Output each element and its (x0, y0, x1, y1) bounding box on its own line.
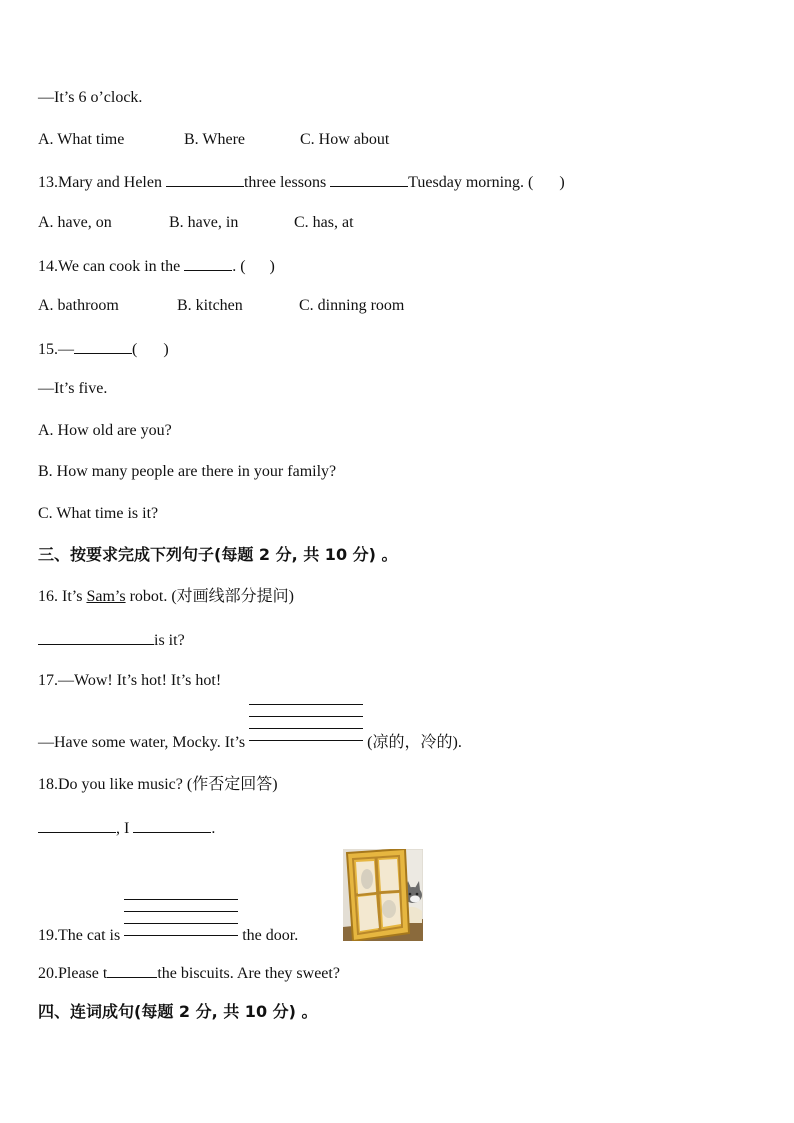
q17-four-line-blank[interactable] (249, 733, 363, 753)
q19-part1: 19.The cat is (38, 927, 125, 944)
q14-blank[interactable] (184, 255, 232, 271)
q18-blank-1[interactable] (38, 817, 116, 833)
q16-part2: robot. (对画线部分提问) (125, 588, 295, 605)
q16-part1: 16. It’s (38, 588, 87, 605)
q16-answer-tail: is it? (154, 632, 185, 649)
q19-question (38, 926, 298, 946)
q15-answer: —It’s five. (38, 380, 108, 397)
q12-options (38, 130, 389, 150)
q16-question (38, 587, 294, 607)
q15-question (38, 338, 169, 360)
q12-option-c: C. How about (300, 131, 390, 148)
q14-question (38, 255, 275, 277)
q14-part2: . ( (232, 258, 246, 275)
q15-paren-open: ( (132, 341, 138, 358)
q19-four-line-blank[interactable] (124, 926, 238, 946)
q13-option-c: C. has, at (294, 214, 354, 231)
q20-blank[interactable] (107, 962, 157, 978)
q20-part2: the biscuits. Are they sweet? (157, 965, 340, 982)
q18-comma-i: , I (116, 820, 134, 837)
q15-option-b: B. How many people are there in your family? (38, 463, 337, 480)
q16-blank[interactable] (38, 629, 154, 645)
q13-part2: three lessons (243, 174, 331, 191)
q13-option-b: B. have, in (169, 214, 239, 231)
q13-question (38, 171, 565, 193)
q16-underlined-word: Sam’s (86, 588, 126, 605)
q18-end: . (211, 820, 216, 837)
q13-options (38, 213, 354, 233)
q17-part1: —Have some water, Mocky. It’s (38, 734, 250, 751)
q16-answer-line (38, 629, 185, 651)
q15-option-c: C. What time is it? (38, 505, 159, 522)
q18-blank-2[interactable] (133, 817, 211, 833)
q12-answer: —It’s 6 o’clock. (38, 89, 143, 106)
q14-option-a: A. bathroom (38, 297, 119, 314)
section-3-title: 三、按要求完成下列句子(每题 2 分, 共 10 分) 。 (38, 545, 398, 564)
q17-line1: 17.—Wow! It’s hot! It’s hot! (38, 672, 222, 689)
q13-paren-close: ) (559, 174, 565, 191)
section-4-title: 四、连词成句(每题 2 分, 共 10 分) 。 (38, 1002, 318, 1021)
q18-question: 18.Do you like music? (作否定回答) (38, 776, 278, 793)
q12-option-a: A. What time (38, 131, 125, 148)
q15-blank[interactable] (74, 338, 132, 354)
q13-blank-1[interactable] (166, 171, 244, 187)
cat-behind-door-picture (343, 849, 423, 941)
q20-part1: 20.Please t (38, 965, 108, 982)
q15-prefix: 15.— (38, 341, 74, 358)
q19-part2: the door. (238, 927, 299, 944)
q12-option-b: B. Where (184, 131, 246, 148)
q13-part1: 13.Mary and Helen (38, 174, 166, 191)
q14-option-c: C. dinning room (299, 297, 405, 314)
q14-option-b: B. kitchen (177, 297, 243, 314)
q14-paren-close: ) (269, 258, 275, 275)
q13-blank-2[interactable] (330, 171, 408, 187)
q18-answer-line (38, 817, 215, 839)
q17-hint: (凉的，冷的). (363, 734, 462, 751)
q14-options (38, 296, 404, 316)
q13-option-a: A. have, on (38, 214, 112, 231)
q13-part3: Tuesday morning. ( (408, 174, 534, 191)
q20-question (38, 962, 340, 984)
q15-paren-close: ) (163, 341, 169, 358)
q17-line2 (38, 733, 462, 753)
q15-option-a: A. How old are you? (38, 422, 172, 439)
q14-part1: 14.We can cook in the (38, 258, 185, 275)
